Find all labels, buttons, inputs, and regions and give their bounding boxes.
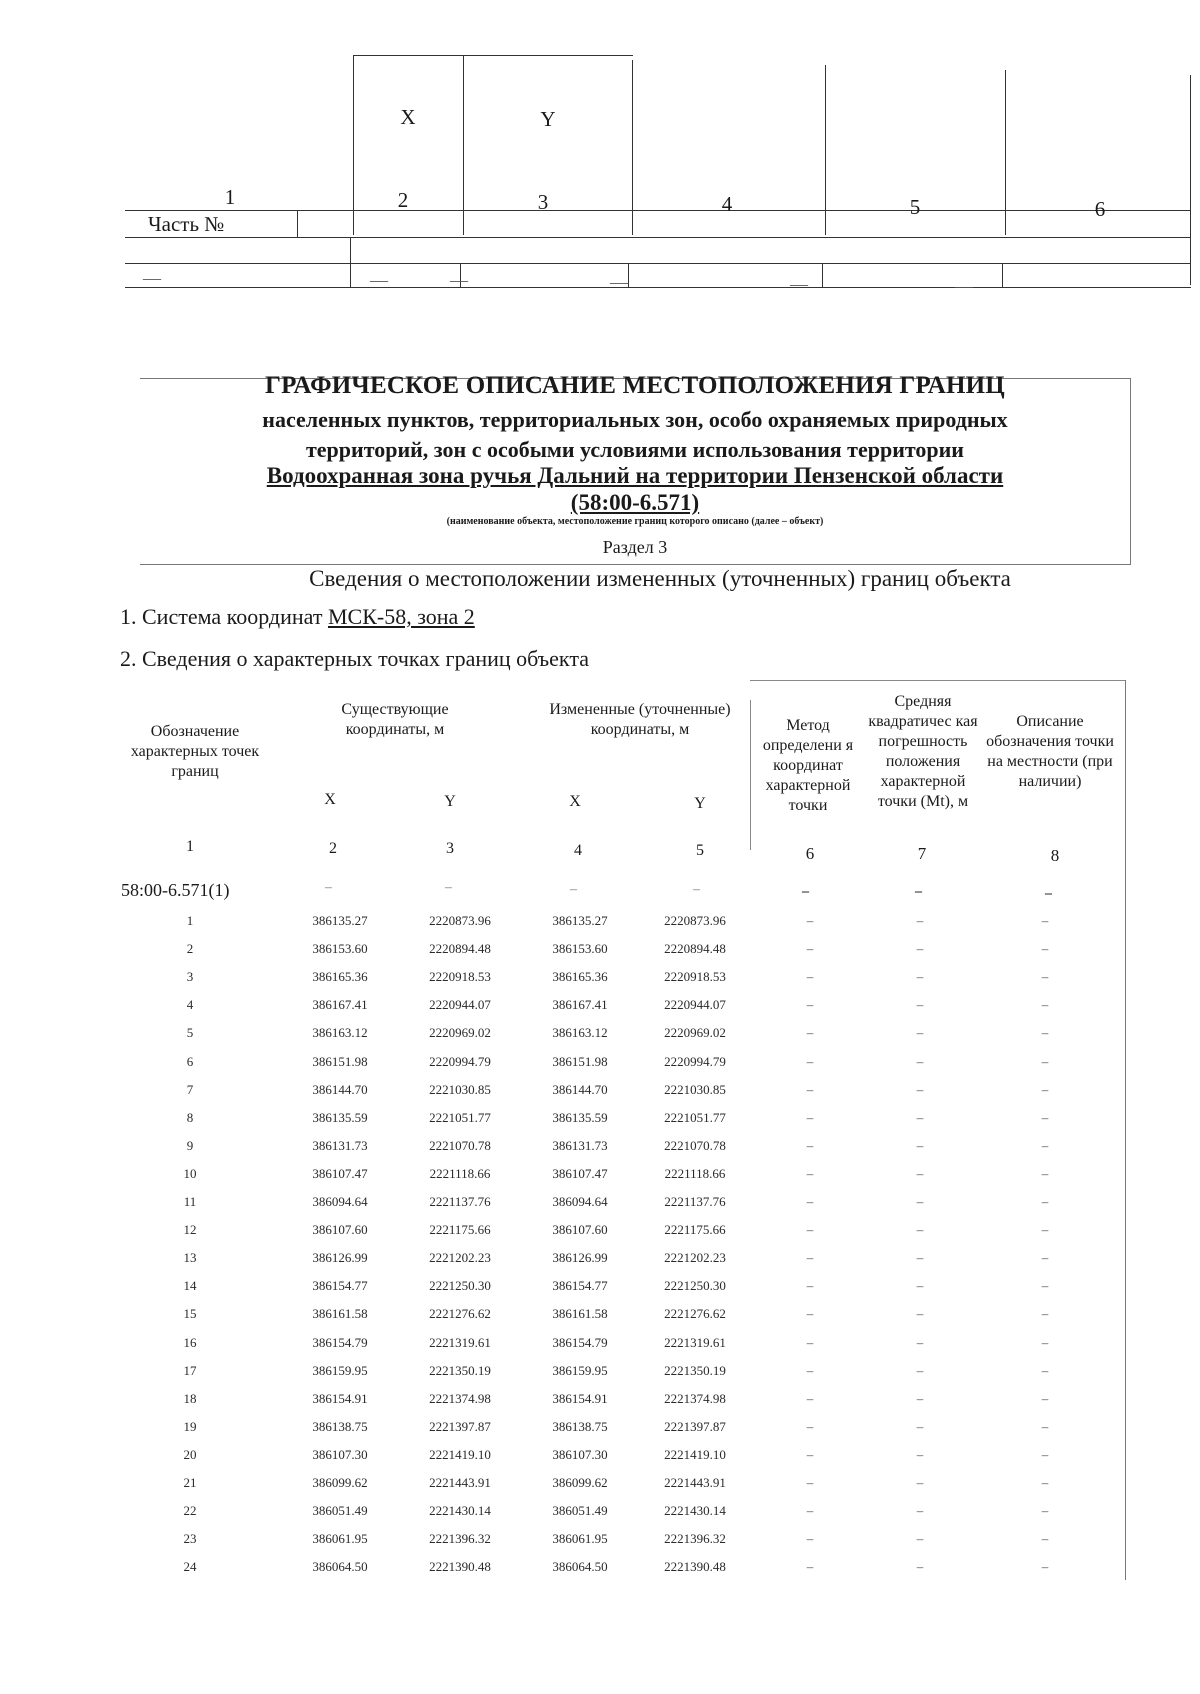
changed-x-value: 386154.77 (552, 1278, 608, 1294)
changed-y-value: 2220994.79 (664, 1053, 726, 1069)
existing-x-value: 386151.98 (312, 1053, 368, 1069)
changed-x-value: 386144.70 (552, 1081, 608, 1097)
changed-y-value: 2221202.23 (664, 1250, 726, 1266)
existing-y-value: 2221202.23 (429, 1250, 491, 1266)
point-number: 10 (183, 1165, 197, 1181)
existing-y-value: 2221350.19 (429, 1362, 491, 1378)
description-value: – (1041, 1250, 1049, 1266)
empty-cell-dash: — (790, 274, 808, 294)
empty-cell-dash: — (143, 268, 161, 288)
changed-y-value: 2220894.48 (664, 941, 726, 957)
changed-x-value: 386159.95 (552, 1362, 608, 1378)
empty-cell-dash: – (693, 882, 700, 897)
accuracy-value: – (916, 1362, 924, 1378)
description-value: – (1041, 1559, 1049, 1575)
table-row (0, 1559, 1200, 1587)
changed-x-value: 386051.49 (552, 1503, 608, 1519)
table-row (0, 1531, 1200, 1559)
method-value: – (806, 913, 814, 928)
description-value: – (1041, 1531, 1049, 1547)
description-value: – (1041, 1475, 1049, 1490)
existing-x-value: 386061.95 (312, 1531, 368, 1547)
description-value: – (1041, 1081, 1049, 1097)
changed-y-value: 2221350.19 (664, 1362, 726, 1378)
table-row (0, 1335, 1200, 1363)
table-line (822, 263, 823, 287)
coordinate-system-value: МСК-58, зона 2 (327, 604, 475, 629)
table-line (463, 55, 464, 235)
column-number: 2 (397, 188, 409, 212)
point-number: 3 (186, 969, 194, 985)
changed-x-value: 386163.12 (552, 1025, 608, 1041)
part-number-label: Часть № (148, 212, 225, 236)
description-value: – (1041, 1109, 1049, 1125)
point-number: 23 (183, 1531, 197, 1547)
changed-y-value: 2221443.91 (664, 1475, 726, 1490)
table-line (350, 237, 351, 287)
table-line (125, 237, 1191, 238)
coordinate-system-line (120, 604, 475, 630)
empty-cell-dash: – (802, 884, 809, 899)
method-value: – (806, 1025, 814, 1041)
description-value: – (1041, 1053, 1049, 1069)
existing-x-value: 386064.50 (312, 1559, 368, 1575)
changed-x-value: 386138.75 (552, 1418, 608, 1434)
header-changed-y: Y (694, 795, 706, 812)
description-value: – (1041, 1418, 1049, 1434)
description-value: – (1041, 941, 1049, 957)
accuracy-value: – (916, 969, 924, 985)
existing-y-value: 2221276.62 (429, 1306, 491, 1322)
header-existing-x: X (324, 791, 336, 808)
table-row (0, 1278, 1200, 1306)
description-value: – (1041, 1334, 1049, 1350)
document-title-line-2: населенных пунктов, территориальных зон, особо охраняемых природных (262, 407, 1008, 432)
changed-x-value: 386154.91 (552, 1390, 608, 1406)
header-method: Метод определени я координат характерной точки (762, 717, 854, 814)
accuracy-value: – (916, 997, 924, 1013)
changed-x-value: 386064.50 (552, 1559, 608, 1575)
changed-x-value: 386131.73 (552, 1137, 608, 1153)
method-value: – (806, 941, 814, 957)
accuracy-value: – (916, 1250, 924, 1266)
column-number: 1 (186, 838, 194, 855)
header-existing-y: Y (444, 793, 456, 810)
changed-x-value: 386107.30 (552, 1446, 608, 1462)
existing-x-value: 386135.27 (312, 913, 368, 928)
changed-x-value: 386151.98 (552, 1053, 608, 1069)
existing-y-value: 2221430.14 (429, 1503, 491, 1519)
point-number: 12 (183, 1222, 197, 1238)
existing-x-value: 386159.95 (312, 1362, 368, 1378)
existing-y-value: 2220944.07 (429, 997, 491, 1013)
description-value: – (1041, 1446, 1049, 1462)
description-value: – (1041, 1165, 1049, 1181)
table-row (0, 1447, 1200, 1475)
column-y-label: Y (540, 107, 556, 131)
column-number: 3 (446, 840, 454, 857)
changed-y-value: 2220873.96 (664, 913, 726, 928)
empty-cell-dash: – (915, 884, 922, 899)
part-id: 58:00-6.571(1) (121, 880, 230, 900)
existing-y-value: 2221175.66 (429, 1222, 491, 1238)
existing-x-value: 386135.59 (312, 1109, 368, 1125)
changed-x-value: 386153.60 (552, 941, 608, 957)
header-existing-coordinates: Существующие координаты, м (341, 701, 449, 738)
method-value: – (806, 1446, 814, 1462)
existing-x-value: 386154.91 (312, 1390, 368, 1406)
changed-x-value: 386094.64 (552, 1194, 608, 1209)
point-number: 18 (183, 1390, 197, 1406)
document-title: ГРАФИЧЕСКОЕ ОПИСАНИЕ МЕСТОПОЛОЖЕНИЯ ГРАНИЦ (265, 372, 1005, 399)
column-number: 2 (329, 840, 337, 857)
point-number: 21 (183, 1475, 197, 1490)
table-line (353, 55, 633, 56)
description-value: – (1041, 997, 1049, 1013)
column-number: 4 (574, 842, 582, 859)
point-number: 6 (186, 1053, 194, 1069)
point-number: 7 (186, 1081, 194, 1097)
table-line (297, 210, 298, 237)
column-number: 6 (805, 844, 815, 863)
accuracy-value: – (916, 1109, 924, 1125)
point-number: 13 (183, 1250, 197, 1266)
description-value: – (1041, 969, 1049, 985)
empty-cell-dash: — (610, 272, 628, 292)
changed-x-value: 386099.62 (552, 1475, 608, 1490)
empty-cell-dash: — (955, 276, 973, 296)
accuracy-value: – (916, 1446, 924, 1462)
accuracy-value: – (916, 1165, 924, 1181)
table-line (1190, 75, 1191, 285)
table-line (125, 210, 1191, 211)
empty-cell-dash: — (450, 270, 468, 290)
table-line (628, 263, 629, 287)
accuracy-value: – (916, 1081, 924, 1097)
coordinate-system-label: 1. Система координат (120, 604, 328, 629)
changed-y-value: 2221070.78 (664, 1137, 726, 1153)
point-number: 9 (186, 1137, 194, 1153)
accuracy-value: – (916, 1475, 924, 1490)
method-value: – (806, 1531, 814, 1547)
table-row (0, 1391, 1200, 1419)
existing-y-value: 2221319.61 (429, 1334, 491, 1350)
point-number: 16 (183, 1334, 197, 1350)
point-number: 19 (183, 1418, 197, 1434)
existing-x-value: 386154.77 (312, 1278, 368, 1294)
changed-y-value: 2221051.77 (664, 1109, 726, 1125)
changed-y-value: 2220969.02 (664, 1025, 726, 1041)
existing-x-value: 386107.47 (312, 1165, 368, 1181)
document-title-line-3: территорий, зон с особыми условиями использования территории (305, 437, 964, 462)
table-row (0, 1110, 1200, 1138)
accuracy-value: – (916, 1334, 924, 1350)
changed-y-value: 2221430.14 (664, 1503, 726, 1519)
method-value: – (806, 1165, 814, 1181)
point-number: 11 (183, 1194, 197, 1209)
accuracy-value: – (916, 1025, 924, 1041)
empty-cell-dash: – (325, 880, 332, 895)
table-line (353, 55, 354, 235)
point-number: 22 (183, 1503, 197, 1519)
changed-x-value: 386107.60 (552, 1222, 608, 1238)
point-number: 2 (186, 941, 194, 957)
table-row (0, 1503, 1200, 1531)
accuracy-value: – (916, 1137, 924, 1153)
existing-x-value: 386165.36 (312, 969, 368, 985)
changed-y-value: 2221276.62 (664, 1306, 726, 1322)
description-value: – (1041, 1390, 1049, 1406)
point-number: 8 (186, 1109, 194, 1125)
existing-y-value: 2220894.48 (429, 941, 491, 957)
table-line (750, 680, 1125, 681)
object-name-caption: (наименование объекта, местоположение границ которого описано (далее – объект) (446, 516, 824, 527)
existing-x-value: 386161.58 (312, 1306, 368, 1322)
method-value: – (806, 1559, 814, 1575)
changed-y-value: 2221250.30 (664, 1278, 726, 1294)
existing-y-value: 2221396.32 (429, 1531, 491, 1547)
changed-y-value: 2221390.48 (664, 1559, 726, 1575)
table-row (0, 1025, 1200, 1053)
description-value: – (1041, 1503, 1049, 1519)
description-value: – (1041, 1362, 1049, 1378)
changed-y-value: 2220944.07 (664, 997, 726, 1013)
existing-y-value: 2221250.30 (429, 1278, 491, 1294)
table-row (0, 1363, 1200, 1391)
description-value: – (1041, 1222, 1049, 1238)
existing-y-value: 2220994.79 (429, 1053, 491, 1069)
method-value: – (806, 1390, 814, 1406)
changed-x-value: 386135.59 (552, 1109, 608, 1125)
method-value: – (806, 1306, 814, 1322)
changed-x-value: 386061.95 (552, 1531, 608, 1547)
table-line (125, 287, 1191, 288)
existing-x-value: 386153.60 (312, 941, 368, 957)
header-designation: Обозначение характерных точек границ (130, 723, 260, 780)
method-value: – (806, 997, 814, 1013)
existing-y-value: 2220873.96 (429, 913, 491, 928)
existing-y-value: 2221137.76 (429, 1194, 491, 1209)
existing-x-value: 386094.64 (312, 1194, 368, 1209)
changed-y-value: 2221137.76 (664, 1194, 726, 1209)
description-value: – (1041, 1278, 1049, 1294)
changed-y-value: 2221118.66 (664, 1165, 726, 1181)
point-number: 15 (183, 1306, 197, 1322)
method-value: – (806, 969, 814, 985)
method-value: – (806, 1194, 814, 1209)
empty-cell-dash: – (1045, 886, 1052, 901)
object-code: (58:00-6.571) (570, 490, 700, 515)
existing-y-value: 2221390.48 (429, 1559, 491, 1575)
method-value: – (806, 1503, 814, 1519)
previous-table-fragment (125, 55, 1195, 296)
accuracy-value: – (916, 1559, 924, 1575)
section-number: Раздел 3 (602, 537, 668, 557)
existing-y-value: 2220918.53 (429, 969, 491, 985)
method-value: – (806, 1475, 814, 1490)
existing-y-value: 2221443.91 (429, 1475, 491, 1490)
existing-x-value: 386167.41 (312, 997, 368, 1013)
changed-y-value: 2220918.53 (664, 969, 726, 985)
table-line (750, 700, 751, 850)
object-name: Водоохранная зона ручья Дальний на территории Пензенской области (266, 463, 1004, 488)
existing-y-value: 2221419.10 (429, 1446, 491, 1462)
existing-x-value: 386138.75 (312, 1418, 368, 1434)
point-number: 4 (186, 997, 194, 1013)
header-changed-x: X (569, 793, 581, 810)
accuracy-value: – (916, 1278, 924, 1294)
header-accuracy: Средняя квадратичес кая погрешность положения характерной точки (Mt), м (868, 693, 978, 810)
table-row (0, 1194, 1200, 1222)
point-number: 1 (186, 913, 194, 928)
existing-x-value: 386126.99 (312, 1250, 368, 1266)
changed-x-value: 386167.41 (552, 997, 608, 1013)
table-row (0, 1082, 1200, 1110)
existing-y-value: 2221070.78 (429, 1137, 491, 1153)
method-value: – (806, 1362, 814, 1378)
empty-cell-dash: – (445, 880, 452, 895)
table-row (0, 997, 1200, 1025)
accuracy-value: – (916, 1306, 924, 1322)
header-description: Описание обозначения точки на местности (при наличии) (986, 713, 1114, 790)
description-value: – (1041, 1137, 1049, 1153)
method-value: – (806, 1053, 814, 1069)
table-row (0, 1138, 1200, 1166)
changed-x-value: 386165.36 (552, 969, 608, 985)
changed-x-value: 386107.47 (552, 1165, 608, 1181)
column-number: 5 (696, 842, 704, 859)
table-row (0, 1306, 1200, 1334)
empty-cell-dash: – (570, 882, 577, 897)
description-value: – (1041, 913, 1049, 928)
existing-x-value: 386107.30 (312, 1446, 368, 1462)
existing-y-value: 2221374.98 (429, 1390, 491, 1406)
existing-x-value: 386131.73 (312, 1137, 368, 1153)
accuracy-value: – (916, 1418, 924, 1434)
changed-y-value: 2221419.10 (664, 1446, 726, 1462)
accuracy-value: – (916, 941, 924, 957)
existing-x-value: 386099.62 (312, 1475, 368, 1490)
column-x-label: X (400, 105, 416, 129)
method-value: – (806, 1222, 814, 1238)
changed-y-value: 2221175.66 (664, 1222, 726, 1238)
existing-x-value: 386163.12 (312, 1025, 368, 1041)
accuracy-value: – (916, 1053, 924, 1069)
changed-x-value: 386126.99 (552, 1250, 608, 1266)
existing-y-value: 2221118.66 (429, 1165, 491, 1181)
table-row (0, 913, 1200, 941)
point-number: 14 (183, 1278, 197, 1294)
point-number: 20 (183, 1446, 197, 1462)
points-section-title: 2. Сведения о характерных точках границ объекта (120, 646, 589, 671)
description-value: – (1041, 1025, 1049, 1041)
point-number: 5 (186, 1025, 194, 1041)
accuracy-value: – (916, 1503, 924, 1519)
section-title: Сведения о местоположении измененных (уточненных) границ объекта (309, 566, 1011, 591)
description-value: – (1041, 1194, 1049, 1209)
accuracy-value: – (916, 913, 924, 928)
method-value: – (806, 1081, 814, 1097)
table-line (632, 60, 633, 235)
existing-y-value: 2221397.87 (429, 1418, 491, 1434)
header-changed-coordinates: Измененные (уточненные) координаты, м (549, 701, 731, 738)
empty-cell-dash: — (370, 270, 388, 290)
existing-x-value: 386107.60 (312, 1222, 368, 1238)
column-number: 5 (909, 195, 921, 219)
accuracy-value: – (916, 1531, 924, 1547)
method-value: – (806, 1334, 814, 1350)
accuracy-value: – (916, 1390, 924, 1406)
method-value: – (806, 1418, 814, 1434)
column-number: 8 (1050, 846, 1060, 865)
table-row (0, 1475, 1200, 1503)
changed-y-value: 2221030.85 (664, 1081, 726, 1097)
table-row (0, 969, 1200, 997)
changed-x-value: 386161.58 (552, 1306, 608, 1322)
method-value: – (806, 1278, 814, 1294)
table-row (0, 1419, 1200, 1447)
point-number: 24 (183, 1559, 197, 1575)
column-number: 3 (537, 190, 549, 214)
existing-y-value: 2221030.85 (429, 1081, 491, 1097)
accuracy-value: – (916, 1222, 924, 1238)
existing-y-value: 2220969.02 (429, 1025, 491, 1041)
changed-y-value: 2221397.87 (664, 1418, 726, 1434)
method-value: – (806, 1250, 814, 1266)
changed-x-value: 386154.79 (552, 1334, 608, 1350)
method-value: – (806, 1137, 814, 1153)
table-row (0, 1054, 1200, 1082)
existing-x-value: 386051.49 (312, 1503, 368, 1519)
description-value: – (1041, 1306, 1049, 1322)
table-line (1002, 263, 1003, 287)
column-number: 1 (224, 185, 236, 209)
column-number: 4 (721, 192, 733, 216)
changed-y-value: 2221319.61 (664, 1334, 726, 1350)
existing-x-value: 386144.70 (312, 1081, 368, 1097)
table-row (0, 1166, 1200, 1194)
column-number: 6 (1094, 197, 1106, 221)
changed-x-value: 386135.27 (552, 913, 608, 928)
table-row (0, 1250, 1200, 1278)
changed-y-value: 2221396.32 (664, 1531, 726, 1547)
table-row (0, 941, 1200, 969)
existing-x-value: 386154.79 (312, 1334, 368, 1350)
changed-y-value: 2221374.98 (664, 1390, 726, 1406)
accuracy-value: – (916, 1194, 924, 1209)
column-number: 7 (917, 844, 927, 863)
method-value: – (806, 1109, 814, 1125)
existing-y-value: 2221051.77 (429, 1109, 491, 1125)
point-number: 17 (183, 1362, 197, 1378)
table-line (125, 263, 1191, 264)
table-row (0, 1222, 1200, 1250)
